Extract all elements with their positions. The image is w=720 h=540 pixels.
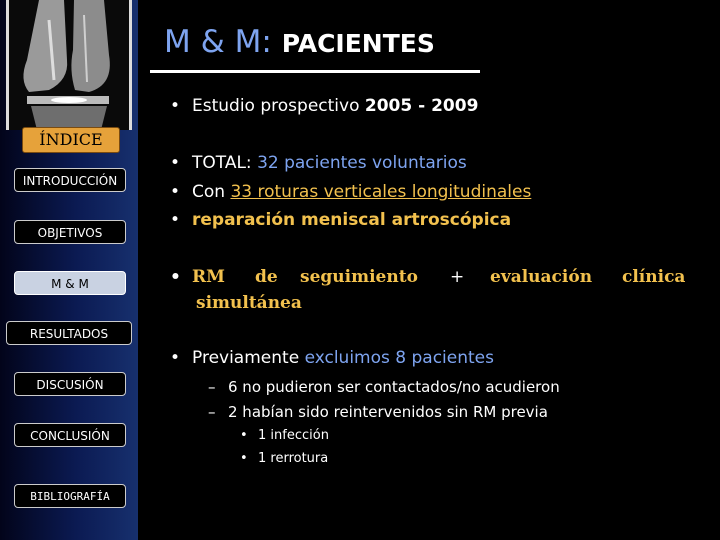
study-years: 2005 - 2009 bbox=[364, 96, 479, 116]
rm-de: de bbox=[255, 267, 278, 287]
sub-item-2 bbox=[208, 403, 548, 421]
sidebar bbox=[0, 0, 138, 540]
nav-resultados[interactable]: RESULTADOS bbox=[6, 321, 132, 345]
sub-sub-item-1 bbox=[240, 428, 329, 443]
sub4-text: 1 rerrotura bbox=[258, 451, 329, 466]
excluded-lead: Previamente bbox=[192, 348, 305, 368]
bullet-repair bbox=[170, 210, 511, 230]
rm-line2: simultánea bbox=[196, 293, 302, 313]
sub-sub-item-2 bbox=[240, 451, 328, 466]
excluded-rest: excluimos 8 pacientes bbox=[304, 348, 494, 368]
bullet-study bbox=[170, 96, 478, 116]
rm-seguimiento: seguimiento bbox=[300, 267, 418, 287]
sub-item-1 bbox=[208, 378, 560, 396]
sub2-text: 2 habían sido reintervenidos sin RM previa bbox=[228, 403, 548, 421]
rm-plus: + bbox=[450, 267, 465, 287]
tears-rest: 33 roturas verticales longitudinales bbox=[230, 182, 532, 202]
bullet-dot: • bbox=[170, 267, 181, 287]
bullet-excluded bbox=[170, 348, 494, 368]
title-main: M & M: bbox=[164, 24, 272, 60]
dash-mark: – bbox=[208, 378, 216, 396]
bullet-dot: • bbox=[240, 451, 248, 466]
mri-knee-image bbox=[6, 0, 132, 130]
study-text: Estudio prospectivo bbox=[192, 96, 365, 116]
repair-text: reparación meniscal artroscópica bbox=[192, 210, 512, 230]
bullet-dot: • bbox=[170, 210, 181, 230]
total-lead: TOTAL: bbox=[192, 153, 258, 173]
mri-knee-icon bbox=[9, 0, 129, 130]
sub3-text: 1 infección bbox=[258, 428, 329, 443]
bullet-rm bbox=[170, 267, 690, 287]
nav-discusion[interactable]: DISCUSIÓN bbox=[14, 372, 126, 396]
nav-bibliografia[interactable]: BIBLIOGRAFÍA bbox=[14, 484, 126, 508]
nav-conclusion[interactable]: CONCLUSIÓN bbox=[14, 423, 126, 447]
total-rest: 32 pacientes voluntarios bbox=[257, 153, 467, 173]
bullet-tears bbox=[170, 182, 531, 202]
nav-objetivos[interactable]: OBJETIVOS bbox=[14, 220, 126, 244]
nav-m-and-m[interactable]: M & M bbox=[14, 271, 126, 295]
bullet-dot: • bbox=[170, 182, 181, 202]
rm-evaluacion: evaluación bbox=[490, 267, 593, 287]
bullet-dot: • bbox=[240, 428, 248, 443]
nav-introduccion[interactable]: INTRODUCCIÓN bbox=[14, 168, 126, 192]
tears-lead: Con bbox=[192, 182, 231, 202]
rm-word: RM bbox=[192, 267, 225, 287]
sub1-text: 6 no pudieron ser contactados/no acudieron bbox=[228, 378, 560, 396]
index-label: ÍNDICE bbox=[22, 127, 120, 153]
rm-clinica: clínica bbox=[622, 267, 686, 287]
dash-mark: – bbox=[208, 403, 216, 421]
bullet-dot: • bbox=[170, 348, 181, 368]
bullet-dot: • bbox=[170, 153, 181, 173]
bullet-dot: • bbox=[170, 96, 181, 116]
bullet-total bbox=[170, 153, 467, 173]
page-title bbox=[164, 24, 435, 60]
title-underline bbox=[150, 70, 480, 73]
title-sub: PACIENTES bbox=[281, 29, 435, 58]
